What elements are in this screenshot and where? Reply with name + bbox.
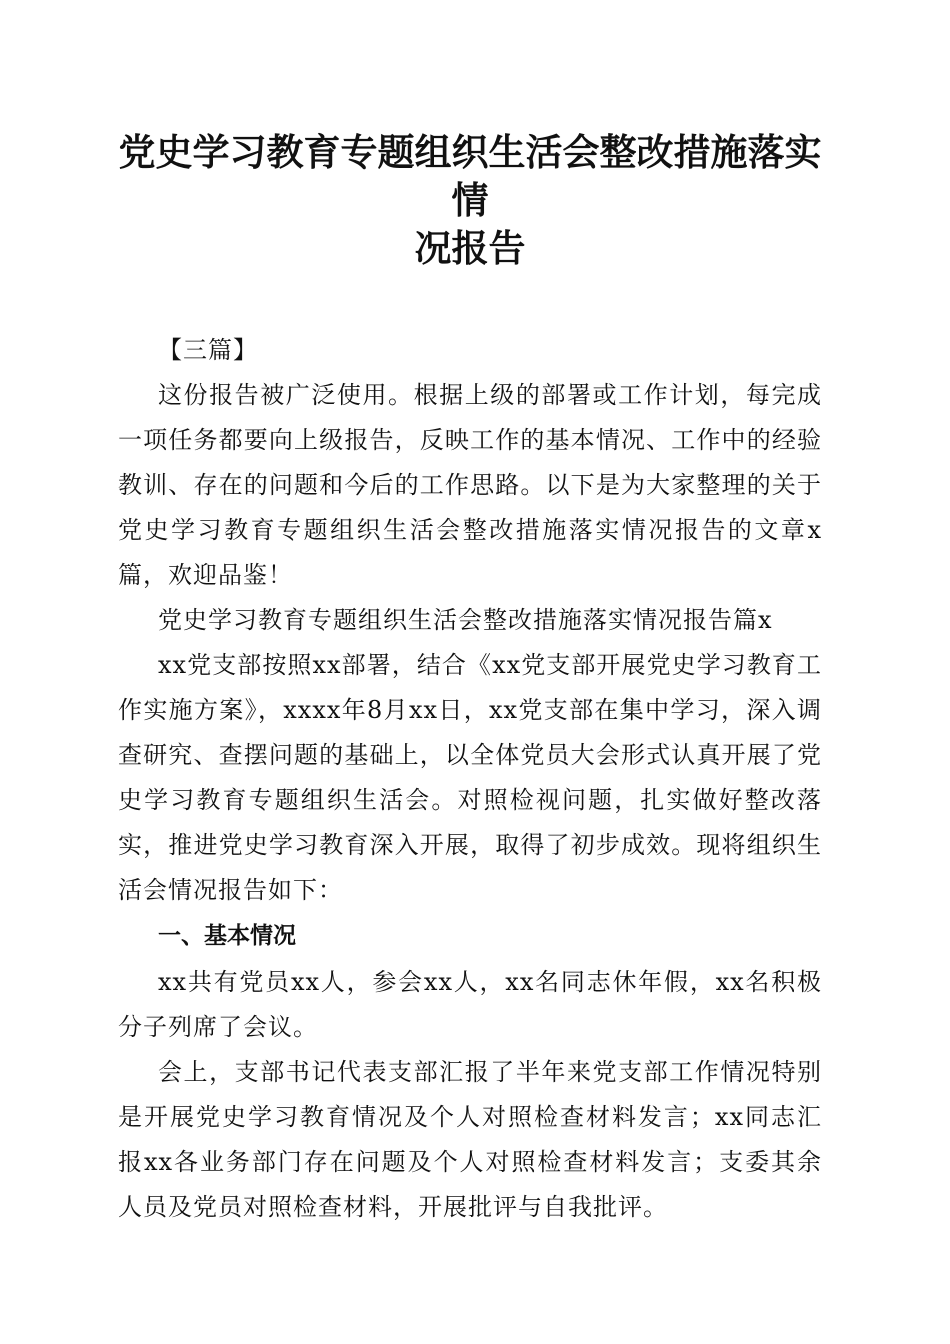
article-subtitle: 党史学习教育专题组织生活会整改措施落实情况报告篇x: [158, 606, 773, 634]
section-heading-basic-situation: 一、基本情况: [158, 923, 296, 949]
intro-paragraph: 这份报告被广泛使用。根据上级的部署或工作计划，每完成一项任务都要向上级报告，反映工作的基本情况、工作中的经验教训、存在的问题和今后的工作思路。以下是为大家整理的关于党史学习教育专题组织生活会整改措施落实情况报告的文章x篇，欢迎品鉴！: [118, 381, 822, 589]
title-line-2: 况报告: [414, 226, 526, 270]
meeting-paragraph: 会上，支部书记代表支部汇报了半年来党支部工作情况特别是开展党史学习教育情况及个人对照检查材料发言；xx同志汇报xx各业务部门存在问题及个人对照检查材料发言；支委其余人员及党员对照检查材料，开展批评与自我批评。: [118, 1058, 822, 1221]
document-title: [118, 128, 822, 272]
attendance-paragraph: xx共有党员xx人，参会xx人，xx名同志休年假，xx名积极分子列席了会议。: [118, 968, 822, 1041]
section-label: 【三篇】: [158, 336, 258, 364]
document-body: [118, 328, 822, 1230]
title-line-1: 党史学习教育专题组织生活会整改措施落实情: [118, 130, 822, 222]
overview-paragraph: xx党支部按照xx部署，结合《xx党支部开展党史学习教育工作实施方案》，xxxx年8月xx日，xx党支部在集中学习，深入调查研究、查摆问题的基础上，以全体党员大会形式认真开展了党史学习教育专题组织生活会。对照检视问题，扎实做好整改落实，推进党史学习教育深入开展，取得了初步成效。现将组织生活会情况报告如下：: [118, 651, 822, 904]
